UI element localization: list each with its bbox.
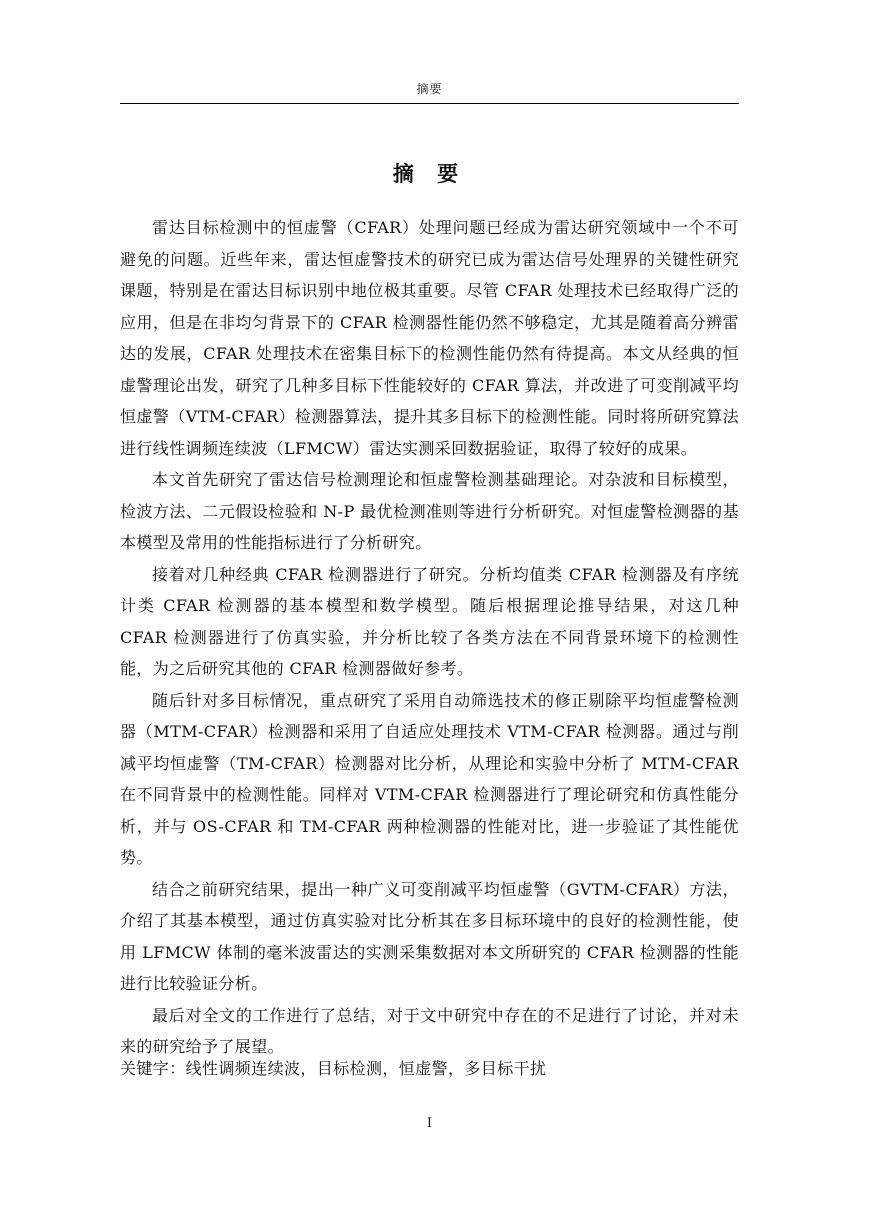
running-header: 摘要 xyxy=(416,82,443,96)
abstract-paragraph-5: 结合之前研究结果，提出一种广义可变削减平均恒虚警（GVTM-CFAR）方法，介绍了其基本模型，通过仿真实验对比分析其在多目标环境中的良好的检测性能，使用 LFMCW 体制的毫米波雷达的实测采集数据对本文所研究的 CFAR 检测器的性能进行比较验证分析。 xyxy=(120,879,739,993)
page-number: I xyxy=(426,1116,433,1131)
header-rule xyxy=(120,103,739,104)
abstract-body xyxy=(120,212,739,1063)
abstract-paragraph-6: 最后对全文的工作进行了总结，对于文中研究中存在的不足进行了讨论，并对未来的研究给予了展望。 xyxy=(120,1005,739,1056)
abstract-paragraph-2: 本文首先研究了雷达信号检测理论和恒虚警检测基础理论。对杂波和目标模型，检波方法、二元假设检验和 N-P 最优检测准则等进行分析研究。对恒虚警检测器的基本模型及常用的性能指标进行了分析研究。 xyxy=(120,470,739,552)
abstract-paragraph-1: 雷达目标检测中的恒虚警（CFAR）处理问题已经成为雷达研究领域中一个不可避免的问题。近些年来，雷达恒虚警技术的研究已成为雷达信号处理界的关键性研究课题，特别是在雷达目标识别中地位极其重要。尽管 CFAR 处理技术已经取得广泛的应用，但是在非均匀背景下的 CFAR 检测器性能仍然不够稳定，尤其是随着高分辨雷达的发展，CFAR 处理技术在密集目标下的检测性能仍然有待提高。本文从经典的恒虚警理论出发，研究了几种多目标下性能较好的 CFAR 算法，并改进了可变削减平均恒虚警（VTM-CFAR）检测器算法，提升其多目标下的检测性能。同时将所研究算法进行线性调频连续波（LFMCW）雷达实测采回数据验证，取得了较好的成果。 xyxy=(120,218,739,458)
abstract-paragraph-4: 随后针对多目标情况，重点研究了采用自动筛选技术的修正剔除平均恒虚警检测器（MTM-CFAR）检测器和采用了自适应处理技术 VTM-CFAR 检测器。通过与削减平均恒虚警（TM-CFAR）检测器对比分析，从理论和实验中分析了 MTM-CFAR 在不同背景中的检测性能。同样对 VTM-CFAR 检测器进行了理论研究和仿真性能分析，并与 OS-CFAR 和 TM-CFAR 两种检测器的性能对比，进一步验证了其性能优势。 xyxy=(120,690,739,867)
keywords-line: 关键字：线性调频连续波，目标检测，恒虚警，多目标干扰 xyxy=(120,1059,547,1078)
page-title: 摘 要 xyxy=(392,162,467,186)
abstract-paragraph-3: 接着对几种经典 CFAR 检测器进行了研究。分析均值类 CFAR 检测器及有序统计类 CFAR 检测器的基本模型和数学模型。随后根据理论推导结果，对这几种 CFAR 检测器进行了仿真实验，并分析比较了各类方法在不同背景环境下的检测性能，为之后研究其他的 CFAR 检测器做好参考。 xyxy=(120,564,739,678)
